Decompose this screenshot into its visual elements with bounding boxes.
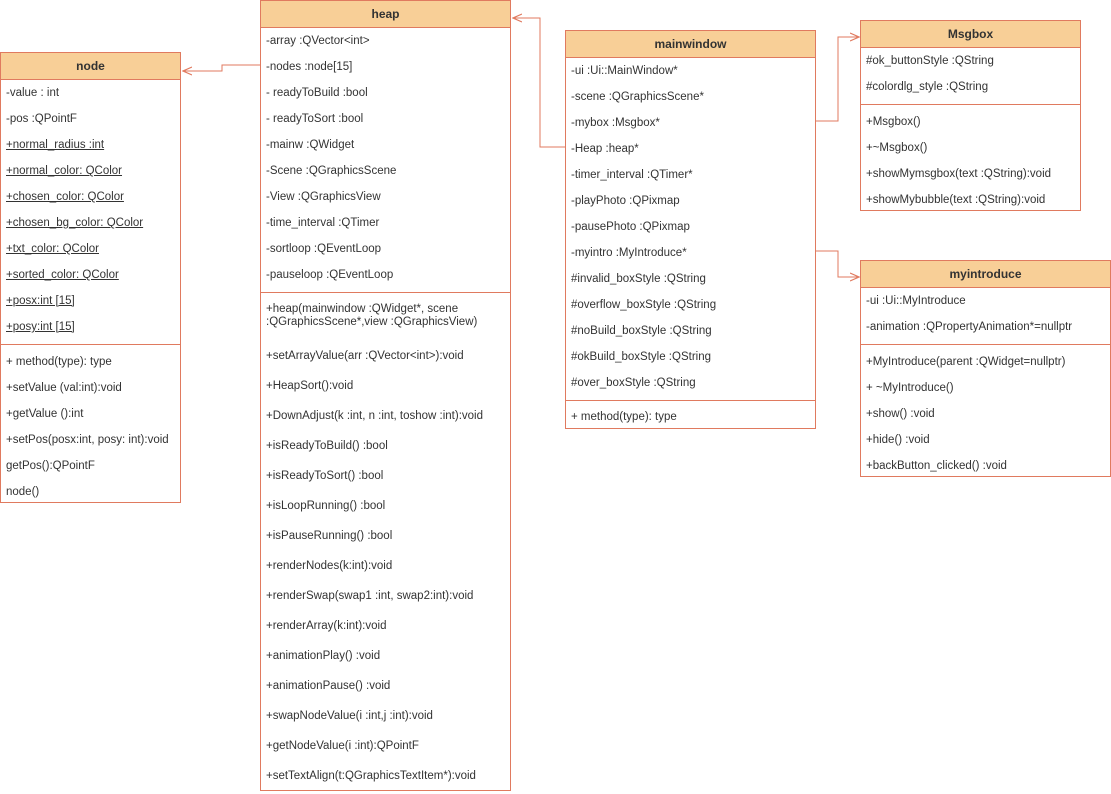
class-name: heap [261,1,510,28]
method: +setPos(posx:int, posy: int):void [6,434,169,446]
attribute: -timer_interval :QTimer* [571,169,693,181]
class-name: node [1,53,180,80]
mainwindow-to-myintroduce-arrow [816,251,859,277]
method: +showMybubble(text :QString):void [866,194,1046,206]
attribute: +chosen_color: QColor [6,191,124,203]
attribute: - readyToBuild :bool [266,87,368,99]
attribute: +posx:int [15] [6,295,75,307]
attribute: -time_interval :QTimer [266,217,380,229]
class-mainwindow [565,30,816,429]
attribute: #okBuild_boxStyle :QString [571,351,711,363]
method: getPos():QPointF [6,460,95,472]
attribute: -nodes :node[15] [266,61,353,73]
mainwindow-to-msgbox-arrow [816,37,859,121]
attribute: -value : int [6,87,60,99]
heap-to-node-arrow [183,65,261,71]
attribute: #noBuild_boxStyle :QString [571,325,712,337]
attribute: +chosen_bg_color: QColor [6,217,144,229]
method: +isReadyToSort() :bool [266,470,384,482]
method: +backButton_clicked() :void [866,460,1007,472]
method: +heap(mainwindow :QWidget*, scene :QGraphicsScene*,view :QGraphicsView) [266,303,478,328]
attribute: +normal_color: QColor [6,165,123,177]
attribute: -pos :QPointF [6,113,77,125]
attribute: -ui :Ui::MainWindow* [571,65,678,77]
class-name: myintroduce [861,261,1110,288]
method: +isLoopRunning() :bool [266,500,386,512]
method: +renderSwap(swap1 :int, swap2:int):void [266,590,474,602]
methods-section [261,292,510,791]
attributes-section [261,28,510,292]
attribute: #colordlg_style :QString [866,81,989,93]
method: +isPauseRunning() :bool [266,530,393,542]
attribute: #invalid_boxStyle :QString [571,273,706,285]
attributes-section [861,48,1080,104]
attribute: -sortloop :QEventLoop [266,243,382,255]
class-msgbox [860,20,1081,211]
method: +getNodeValue(i :int):QPointF [266,740,419,752]
attribute: +sorted_color: QColor [6,269,119,281]
attribute: +normal_radius :int [6,139,105,151]
attribute: #over_boxStyle :QString [571,377,696,389]
attribute: +txt_color: QColor [6,243,99,255]
attribute: -View :QGraphicsView [266,191,381,203]
attribute: -mainw :QWidget [266,139,355,151]
method: +renderArray(k:int):void [266,620,387,632]
method: + ~MyIntroduce() [866,382,954,394]
method: +DownAdjust(k :int, n :int, toshow :int):void [266,410,484,422]
attribute: -scene :QGraphicsScene* [571,91,704,103]
method: +renderNodes(k:int):void [266,560,393,572]
attribute: -pausePhoto :QPixmap [571,221,690,233]
methods-section [1,344,180,505]
class-name: Msgbox [861,21,1080,48]
method: +showMymsgbox(text :QString):void [866,168,1052,180]
method: +~Msgbox() [866,142,928,154]
method: +setValue (val:int):void [6,382,122,394]
methods-section [566,400,815,430]
attribute: -pauseloop :QEventLoop [266,269,394,281]
method: +Msgbox() [866,116,921,128]
attributes-section [566,58,815,400]
class-node [0,52,181,503]
method: +isReadyToBuild() :bool [266,440,388,452]
attribute: -myintro :MyIntroduce* [571,247,687,259]
methods-section [861,344,1110,479]
method: +setArrayValue(arr :QVector<int>):void [266,350,464,362]
method: +hide() :void [866,434,930,446]
mainwindow-to-heap-arrow [513,18,566,147]
attribute: -mybox :Msgbox* [571,117,660,129]
method: +HeapSort():void [266,380,354,392]
attribute: -Heap :heap* [571,143,639,155]
method: +animationPause() :void [266,680,391,692]
method: +MyIntroduce(parent :QWidget=nullptr) [866,356,1066,368]
class-heap [260,0,511,791]
method: + method(type): type [6,356,112,368]
attribute: -Scene :QGraphicsScene [266,165,397,177]
method: +swapNodeValue(i :int,j :int):void [266,710,433,722]
methods-section [861,104,1080,213]
attribute: +posy:int [15] [6,321,75,333]
method: +show() :void [866,408,935,420]
method: + method(type): type [571,411,677,423]
class-name: mainwindow [566,31,815,58]
method: node() [6,486,40,498]
attributes-section [1,80,180,344]
attributes-section [861,288,1110,344]
attribute: -playPhoto :QPixmap [571,195,680,207]
attribute: -array :QVector<int> [266,35,370,47]
class-myintroduce [860,260,1111,477]
attribute: -animation :QPropertyAnimation*=nullptr [866,321,1073,333]
method: +getValue ():int [6,408,84,420]
method: +setTextAlign(t:QGraphicsTextItem*):void [266,770,476,782]
method: +animationPlay() :void [266,650,381,662]
attribute: #overflow_boxStyle :QString [571,299,717,311]
attribute: #ok_buttonStyle :QString [866,55,994,67]
attribute: - readyToSort :bool [266,113,364,125]
attribute: -ui :Ui::MyIntroduce [866,295,966,307]
